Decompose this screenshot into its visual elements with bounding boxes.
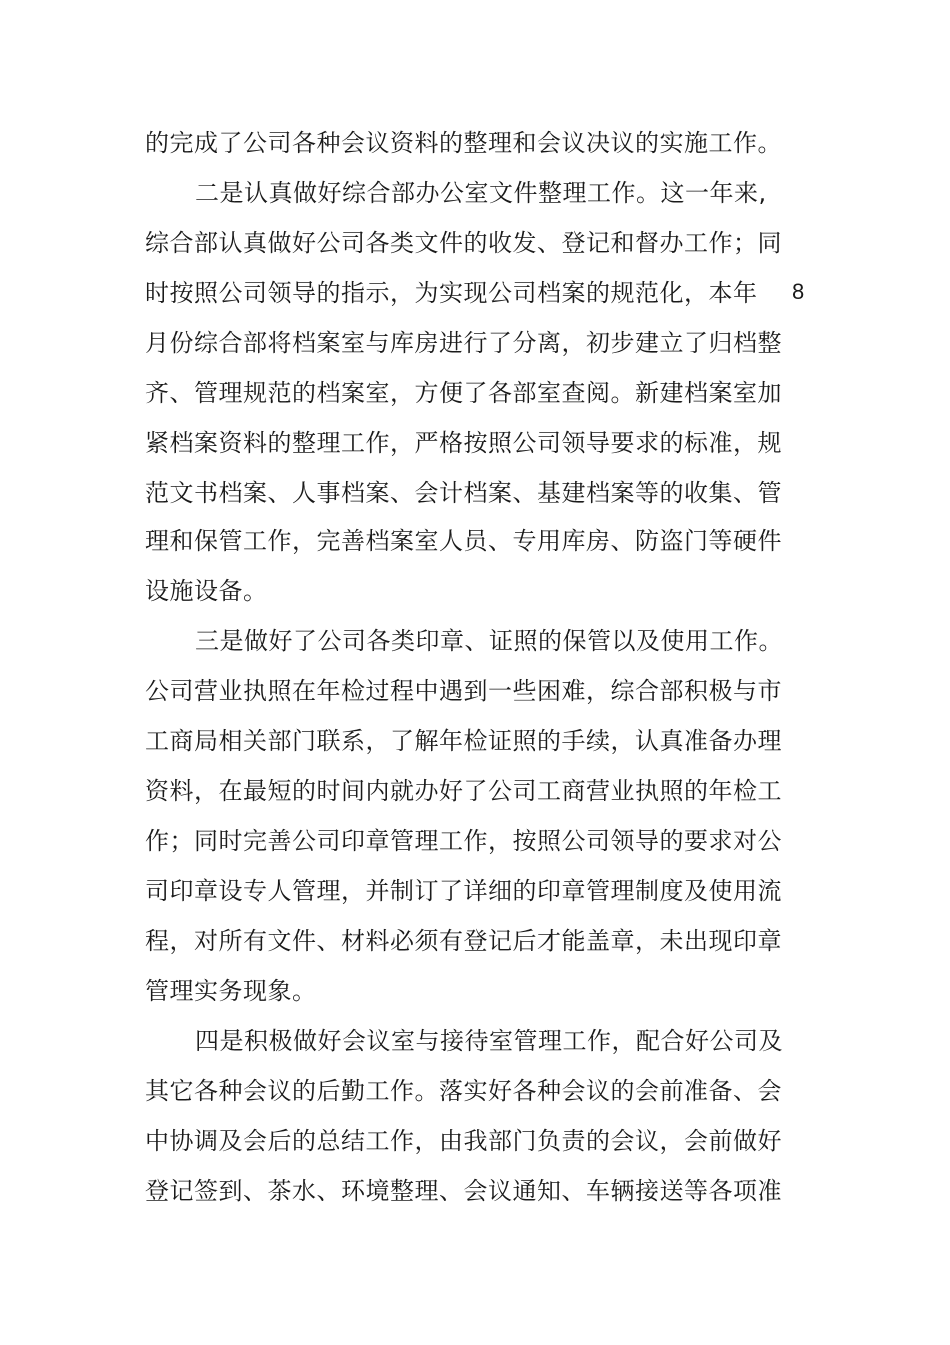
- text-line: 资料，在最短的时间内就办好了公司工商营业执照的年检工: [145, 777, 782, 805]
- text-line: 其它各种会议的后勤工作。落实好各种会议的会前准备、会: [145, 1077, 782, 1105]
- text-line: 范文书档案、人事档案、会计档案、基建档案等的收集、管: [145, 479, 782, 507]
- text-line: 的完成了公司各种会议资料的整理和会议决议的实施工作。: [145, 129, 782, 157]
- text-line: 工商局相关部门联系，了解年检证照的手续，认真准备办理: [145, 727, 782, 755]
- text-line: 设施设备。: [145, 577, 268, 605]
- text-line: 综合部认真做好公司各类文件的收发、登记和督办工作；同: [145, 229, 782, 257]
- paragraph-start-line: 三是做好了公司各类印章、证照的保管以及使用工作。: [195, 627, 783, 655]
- text-line: 登记签到、茶水、环境整理、会议通知、车辆接送等各项准: [145, 1177, 782, 1205]
- paragraph-start-line: 二是认真做好综合部办公室文件整理工作。这一年来,: [195, 179, 767, 207]
- text-line: 作；同时完善公司印章管理工作，按照公司领导的要求对公: [145, 827, 782, 855]
- margin-number: 8: [792, 279, 805, 304]
- text-line: 公司营业执照在年检过程中遇到一些困难，综合部积极与市: [145, 677, 782, 705]
- paragraph-start-line: 四是积极做好会议室与接待室管理工作，配合好公司及: [195, 1027, 783, 1055]
- text-line: 司印章设专人管理，并制订了详细的印章管理制度及使用流: [145, 877, 782, 905]
- text-line: 理和保管工作，完善档案室人员、专用库房、防盗门等硬件: [145, 527, 782, 555]
- text-line: 紧档案资料的整理工作，严格按照公司领导要求的标准，规: [145, 429, 782, 457]
- text-line: 齐、管理规范的档案室，方便了各部室查阅。新建档案室加: [145, 379, 782, 407]
- text-line: 时按照公司领导的指示，为实现公司档案的规范化，本年: [145, 279, 758, 307]
- text-line: 中协调及会后的总结工作，由我部门负责的会议，会前做好: [145, 1127, 782, 1155]
- text-line: 管理实务现象。: [145, 977, 317, 1005]
- text-line: 程，对所有文件、材料必须有登记后才能盖章，未出现印章: [145, 927, 782, 955]
- text-line: 月份综合部将档案室与库房进行了分离，初步建立了归档整: [145, 329, 782, 357]
